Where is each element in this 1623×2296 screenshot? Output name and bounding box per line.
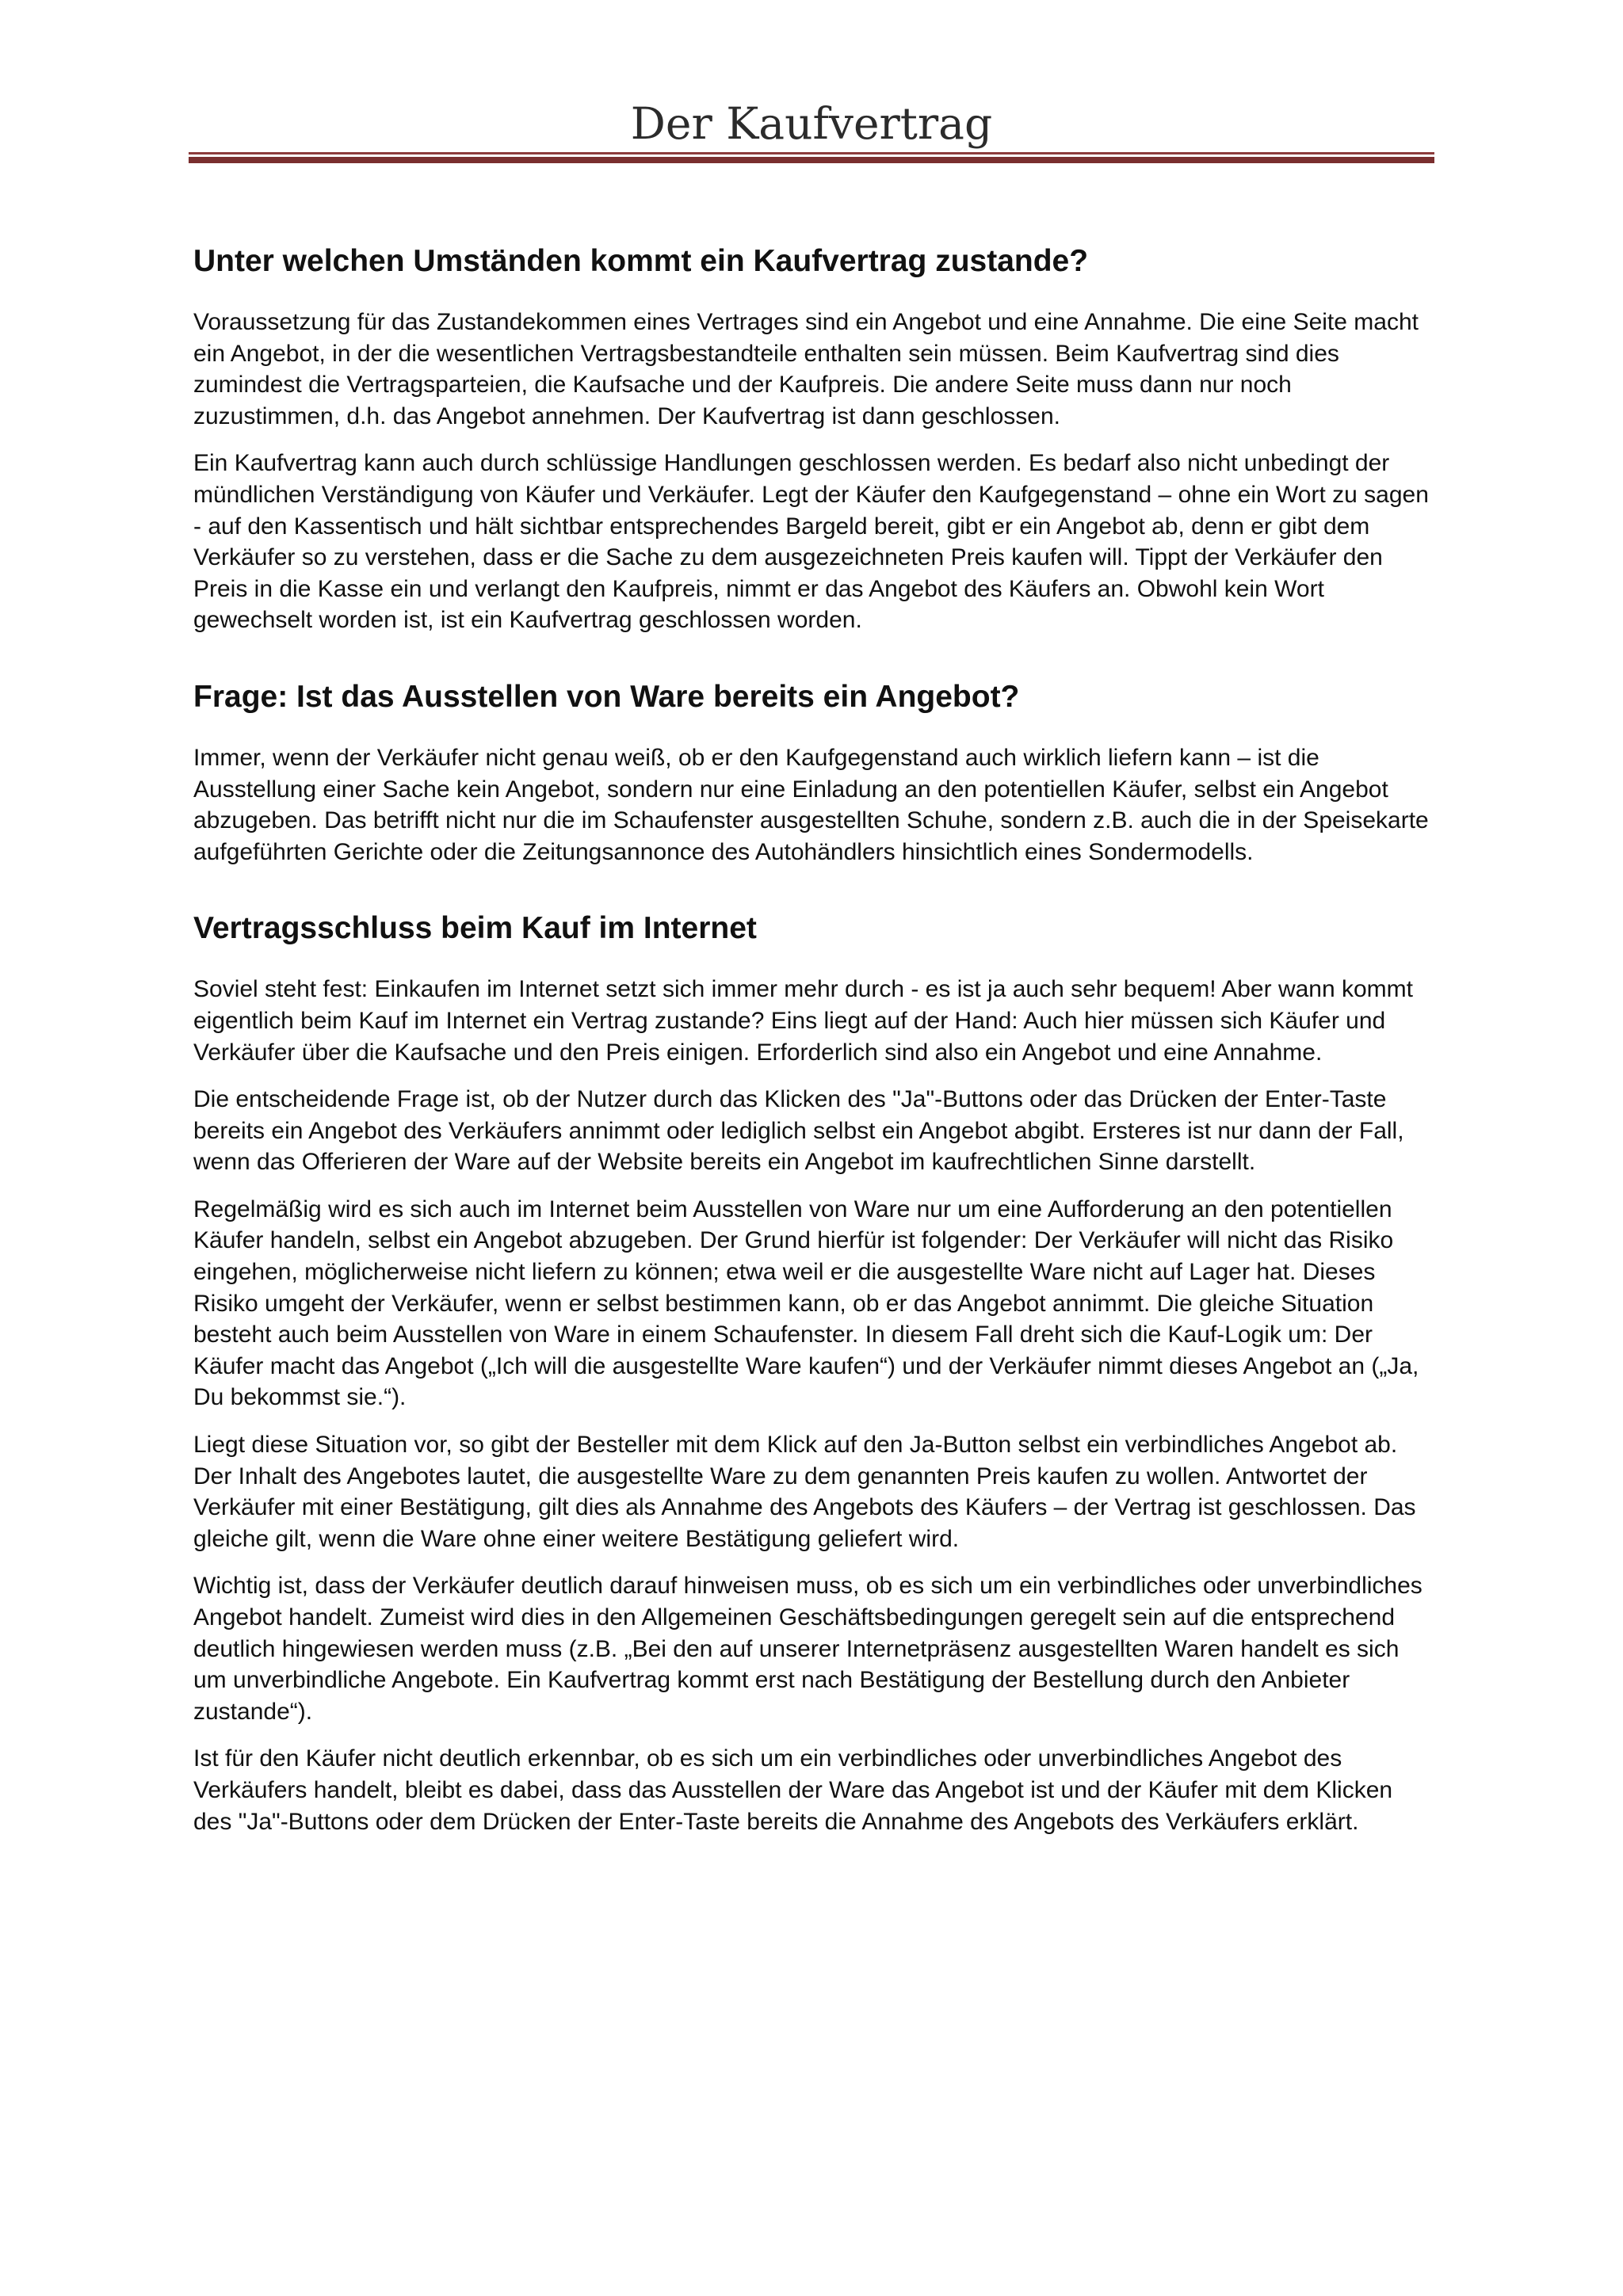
paragraph: Voraussetzung für das Zustandekommen eines Vertrages sind ein Angebot und eine Annahme. Die eine Seite macht ein Angebot, in der die wesentlichen Vertragsbestandteile enthalten sein müssen. Beim Kaufvertrag sind dies zumindest die Vertragsparteien, die Kaufsache und der Kaufpreis. Die andere Seite muss dann nur noch zuzustimmen, d.h. das Angebot annehmen. Der Kaufvertrag ist dann geschlossen. [193, 309, 1419, 429]
paragraph: Regelmäßig wird es sich auch im Internet beim Ausstellen von Ware nur um eine Aufforderung an den potentiellen Käufer handeln, selbst ein Angebot abzugeben. Der Grund hierfür ist folgender: Der Verkäufer will nicht das Risiko eingehen, möglicherweise nicht liefern zu können; etwa weil er die ausgestellte Ware nicht auf Lager hat. Dieses Risiko umgeht der Verkäufer, wenn er selbst bestimmen kann, ob er das Angebot annimmt. Die gleiche Situation besteht auch beim Ausstellen von Ware in einem Schaufenster. In diesem Fall dreht sich die Kauf-Logik um: Der Käufer macht das Angebot („Ich will die ausgestellte Ware kaufen“) und der Verkäufer nimmt dieses Angebot an („Ja, Du bekommst sie.“). [193, 1196, 1419, 1411]
header-divider-thick [189, 157, 1434, 163]
header-divider-thin [189, 152, 1434, 154]
paragraph: Immer, wenn der Verkäufer nicht genau weiß, ob er den Kaufgegenstand auch wirklich liefern kann – ist die Ausstellung einer Sache kein Angebot, sondern nur eine Einladung an den potentiellen Käufer, selbst ein Angebot abzugeben. Das betrifft nicht nur die im Schaufenster ausgestellten Schuhe, sondern z.B. auch die in der Speisekarte aufgeführten Gerichte oder die Zeitungsannonce des Autohändlers hinsichtlich eines Sondermodells. [193, 744, 1429, 865]
paragraph: Soviel steht fest: Einkaufen im Internet setzt sich immer mehr durch - es ist ja auch sehr bequem! Aber wann kommt eigentlich beim Kauf im Internet ein Vertrag zustande? Eins liegt auf der Hand: Auch hier müssen sich Käufer und Verkäufer über die Kaufsache und den Preis einigen. Erforderlich sind also ein Angebot und eine Annahme. [193, 976, 1413, 1066]
section-heading: Vertragsschluss beim Kauf im Internet [193, 911, 757, 946]
paragraph: Wichtig ist, dass der Verkäufer deutlich darauf hinweisen muss, ob es sich um ein verbindliches oder unverbindliches Angebot handelt. Zumeist wird dies in den Allgemeinen Geschäftsbedingungen geregelt sein auf die entsprechend deutlich hingewiesen werden muss (z.B. „Bei den auf unserer Internetpräsenz ausgestellten Waren handelt es sich um unverbindliche Angebote. Ein Kaufvertrag kommt erst nach Bestätigung der Bestellung durch den Anbieter zustande“). [193, 1573, 1423, 1725]
document-body [193, 242, 1430, 1853]
page-header [189, 93, 1434, 165]
paragraph: Ist für den Käufer nicht deutlich erkennbar, ob es sich um ein verbindliches oder unverbindliches Angebot des Verkäufers handelt, bleibt es dabei, dass das Ausstellen der Ware das Angebot ist und der Käufer mit dem Klicken des "Ja"-Buttons oder dem Drücken der Enter-Taste bereits die Annahme des Angebots des Verkäufers erklärt. [193, 1745, 1393, 1835]
page-title: Der Kaufvertrag [630, 98, 993, 149]
section-kaufvertrag-zustande [193, 242, 1430, 636]
section-kauf-im-internet [193, 909, 1430, 1837]
paragraph: Die entscheidende Frage ist, ob der Nutzer durch das Klicken des "Ja"-Buttons oder das Drücken der Enter-Taste bereits ein Angebot des Verkäufers annimmt oder lediglich selbst ein Angebot abgibt. Ersteres ist nur dann der Fall, wenn das Offerieren der Ware auf der Website bereits ein Angebot im kaufrechtlichen Sinne darstellt. [193, 1086, 1404, 1176]
paragraph: Liegt diese Situation vor, so gibt der Besteller mit dem Klick auf den Ja-Button selbst ein verbindliches Angebot ab. Der Inhalt des Angebotes lautet, die ausgestellte Ware zu dem genannten Preis kaufen zu wollen. Antwortet der Verkäufer mit einer Bestätigung, gilt dies als Annahme des Angebots des Käufers – der Vertrag ist geschlossen. Das gleiche gilt, wenn die Ware ohne einer weitere Bestätigung geliefert wird. [193, 1432, 1416, 1552]
section-heading: Unter welchen Umständen kommt ein Kaufvertrag zustande? [193, 244, 1089, 278]
paragraph: Ein Kaufvertrag kann auch durch schlüssige Handlungen geschlossen werden. Es bedarf also nicht unbedingt der mündlichen Verständigung von Käufer und Verkäufer. Legt der Käufer den Kaufgegenstand – ohne ein Wort zu sagen - auf den Kassentisch und hält sichtbar entsprechendes Bargeld bereit, gibt er ein Angebot ab, denn er gibt dem Verkäufer so zu verstehen, dass er die Sache zu dem ausgezeichneten Preis kaufen will. Tippt der Verkäufer den Preis in die Kasse ein und verlangt den Kaufpreis, nimmt er das Angebot des Käufers an. Obwohl kein Wort gewechselt worden ist, ist ein Kaufvertrag geschlossen worden. [193, 450, 1429, 634]
section-heading: Frage: Ist das Ausstellen von Ware bereits ein Angebot? [193, 679, 1020, 714]
section-ausstellen-von-ware [193, 677, 1430, 868]
